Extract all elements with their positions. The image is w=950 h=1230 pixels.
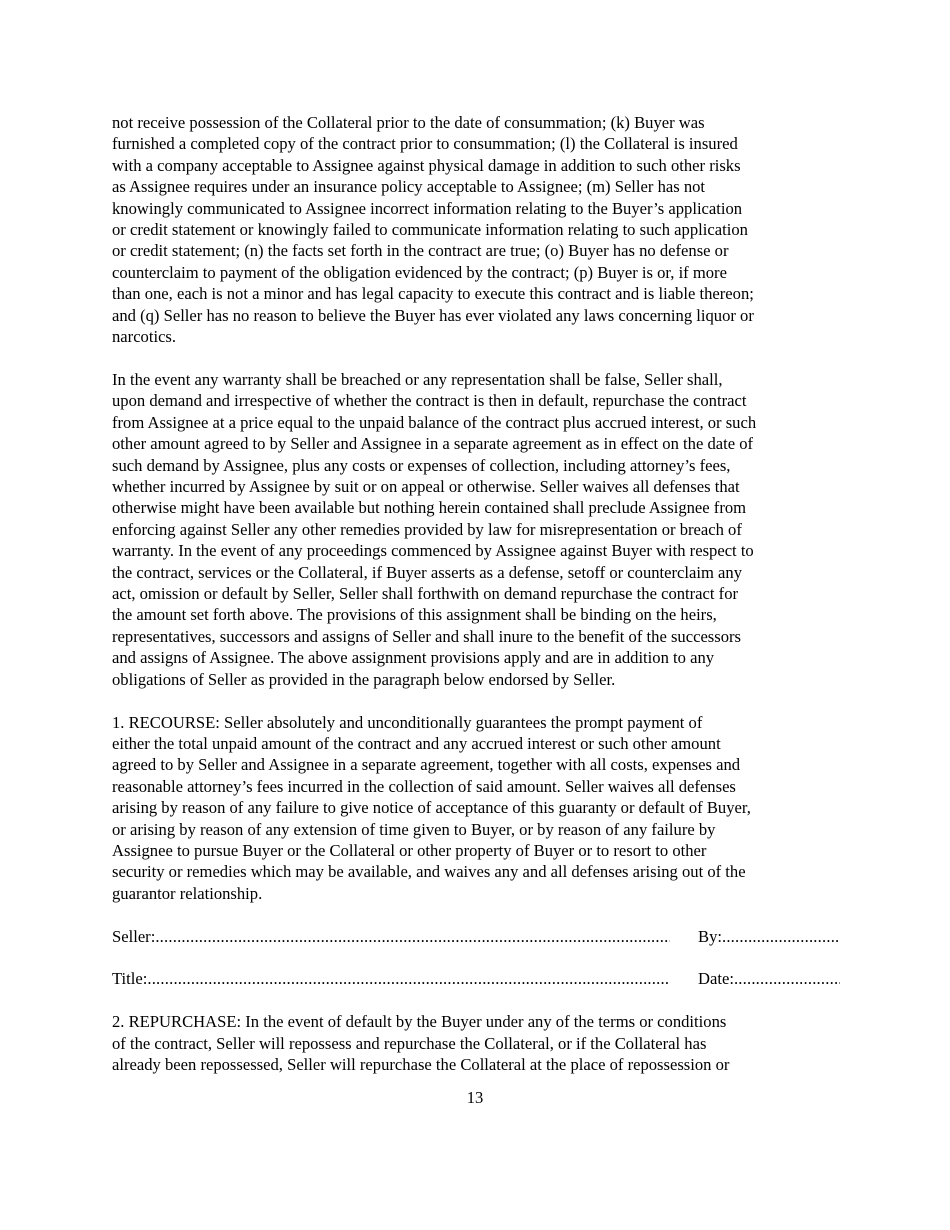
text-line: not receive possession of the Collateral prior to the date of consummation; (k) Buyer was [112, 113, 705, 132]
text-line: otherwise might have been available but nothing herein contained shall preclude Assignee from [112, 498, 747, 518]
seller-dotted-line [155, 926, 670, 947]
by-label: By: [698, 926, 722, 946]
text-line: agreed to by Seller and Assignee in a separate agreement, together with all costs, expenses and [112, 755, 741, 775]
page-number: 13 [466, 1088, 484, 1107]
text-line: and (q) Seller has no reason to believe the Buyer has ever violated any laws concerning liquor or [112, 305, 754, 325]
title-label: Title: [112, 969, 148, 989]
text-line: narcotics. [112, 327, 177, 347]
text-line: other amount agreed to by Seller and Assignee in a separate agreement as in effect on the date of [112, 434, 754, 454]
text-line: obligations of Seller as provided in the paragraph below endorsed by Seller. [112, 669, 616, 689]
by-signature-line[interactable] [698, 926, 840, 947]
document-page [112, 112, 840, 1097]
text-line: or arising by reason of any extension of time given to Buyer, or by reason of any failure by [112, 819, 716, 839]
text-line: act, omission or default by Seller, Seller shall forthwith on demand repurchase the contract for [112, 584, 739, 604]
date-dotted-line [734, 968, 840, 989]
text-line: warranty. In the event of any proceedings commenced by Assignee against Buyer with respect to [112, 541, 754, 561]
text-line: whether incurred by Assignee by suit or on appeal or otherwise. Seller waives all defenses that [112, 477, 740, 496]
text-line: upon demand and irrespective of whether the contract is then in default, repurchase the contract [112, 391, 747, 411]
text-line: and assigns of Assignee. The above assignment provisions apply and are in addition to any [112, 648, 715, 668]
text-line: guarantor relationship. [112, 883, 263, 903]
text-line: reasonable attorney’s fees incurred in the collection of said amount. Seller waives all defenses [112, 776, 736, 796]
text-line: already been repossessed, Seller will repurchase the Collateral at the place of repossession or [112, 1054, 730, 1074]
date-label: Date: [698, 969, 734, 989]
paragraph-warranties [112, 112, 840, 347]
date-signature-line[interactable] [698, 968, 840, 989]
text-line: enforcing against Seller any other remedies provided by law for misrepresentation or breach of [112, 519, 742, 539]
text-line: with a company acceptable to Assignee against physical damage in addition to such other risks [112, 155, 741, 175]
title-signature-line[interactable] [112, 968, 670, 989]
text-line: from Assignee at a price equal to the unpaid balance of the contract plus accrued interest, or such [112, 412, 757, 432]
text-line: security or remedies which may be available, and waives any and all defenses arising out of the [112, 862, 746, 882]
seller-label: Seller: [112, 926, 156, 946]
text-line: or credit statement; (n) the facts set forth in the contract are true; (o) Buyer has no defense or [112, 241, 729, 261]
title-dotted-line [147, 968, 670, 989]
text-line: than one, each is not a minor and has legal capacity to execute this contract and is liable thereon; [112, 284, 754, 304]
by-dotted-line [722, 926, 840, 947]
text-line: Assignee to pursue Buyer or the Collateral or other property of Buyer or to resort to other [112, 841, 707, 860]
text-line: furnished a completed copy of the contract prior to consummation; (l) the Collateral is insured [112, 134, 738, 154]
text-line: as Assignee requires under an insurance policy acceptable to Assignee; (m) Seller has not [112, 177, 706, 197]
paragraph-breach-of-warranty [112, 369, 840, 690]
paragraph-repurchase [112, 1011, 840, 1075]
text-line: of the contract, Seller will repossess and repurchase the Collateral, or if the Collateral has [112, 1033, 707, 1053]
text-line: knowingly communicated to Assignee incorrect information relating to the Buyer’s application [112, 198, 743, 218]
text-line: In the event any warranty shall be breached or any representation shall be false, Seller shall, [112, 369, 723, 389]
text-line: the amount set forth above. The provisions of this assignment shall be binding on the heirs, [112, 605, 717, 625]
text-line: either the total unpaid amount of the contract and any accrued interest or such other amount [112, 733, 721, 753]
seller-signature-line[interactable] [112, 926, 670, 947]
paragraph-recourse [112, 712, 840, 905]
signature-row-title [112, 968, 840, 989]
text-line: counterclaim to payment of the obligation evidenced by the contract; (p) Buyer is or, if more [112, 262, 727, 282]
text-line: the contract, services or the Collateral, if Buyer asserts as a defense, setoff or counterclaim any [112, 562, 743, 582]
text-line: 1. RECOURSE: Seller absolutely and unconditionally guarantees the prompt payment of [112, 712, 703, 732]
signature-row-seller [112, 926, 840, 947]
text-line: representatives, successors and assigns of Seller and shall inure to the benefit of the successors [112, 626, 741, 646]
text-line: 2. REPURCHASE: In the event of default by the Buyer under any of the terms or conditions [112, 1012, 727, 1032]
text-line: arising by reason of any failure to give notice of acceptance of this guaranty or default of Buyer, [112, 798, 751, 818]
text-line: or credit statement or knowingly failed to communicate information relating to such application [112, 220, 748, 240]
text-line: such demand by Assignee, plus any costs or expenses of collection, including attorney’s fees, [112, 455, 731, 475]
